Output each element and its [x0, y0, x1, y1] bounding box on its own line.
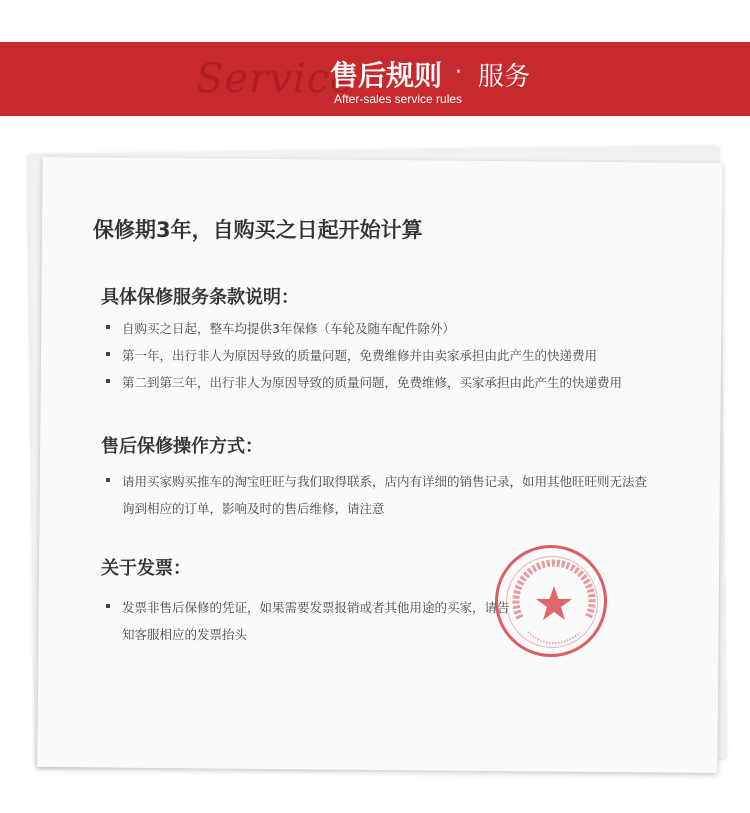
terms-item: 自购买之日起，整车均提供3年保修（车轮及随车配件除外）: [122, 321, 455, 336]
invoice-item-line1: 发票非售后保修的凭证，如果需要发票报销或者其他用途的买家，请告: [122, 600, 510, 615]
banner-watermark: Service: [196, 56, 355, 102]
operation-item-line2: 询到相应的订单，影响及时的售后维修，请注意: [122, 501, 385, 516]
banner-subtitle: After-sales service rules: [334, 92, 463, 106]
invoice-item-line2: 知客服相应的发票抬头: [122, 627, 248, 642]
banner-title: 售后规则: [330, 59, 443, 92]
operation-item-line1: 请用买家购买推车的淘宝旺旺与我们取得联系，店内有详细的销售记录，如用其他旺旺则无法查: [122, 474, 648, 489]
bullet-icon: [106, 352, 110, 356]
company-seal-stamp: [495, 545, 607, 657]
banner-title-service: 服务: [478, 62, 531, 92]
banner-separator: ·: [455, 60, 462, 85]
section-title-terms: 具体保修服务条款说明：: [101, 287, 299, 308]
warranty-heading: 保修期3年，自购买之日起开始计算: [93, 218, 423, 242]
bullet-icon: [106, 478, 110, 482]
bullet-icon: [106, 325, 110, 329]
terms-item: 第一年，出行非人为原因导致的质量问题，免费维修并由卖家承担由此产生的快递费用: [122, 348, 598, 363]
terms-item: 第二到第三年，出行非人为原因导致的质量问题，免费维修，买家承担由此产生的快递费用: [122, 375, 623, 390]
section-title-invoice: 关于发票：: [101, 558, 191, 579]
section-title-operation: 售后保修操作方式：: [101, 436, 263, 457]
bullet-icon: [106, 604, 110, 608]
bullet-icon: [106, 379, 110, 383]
